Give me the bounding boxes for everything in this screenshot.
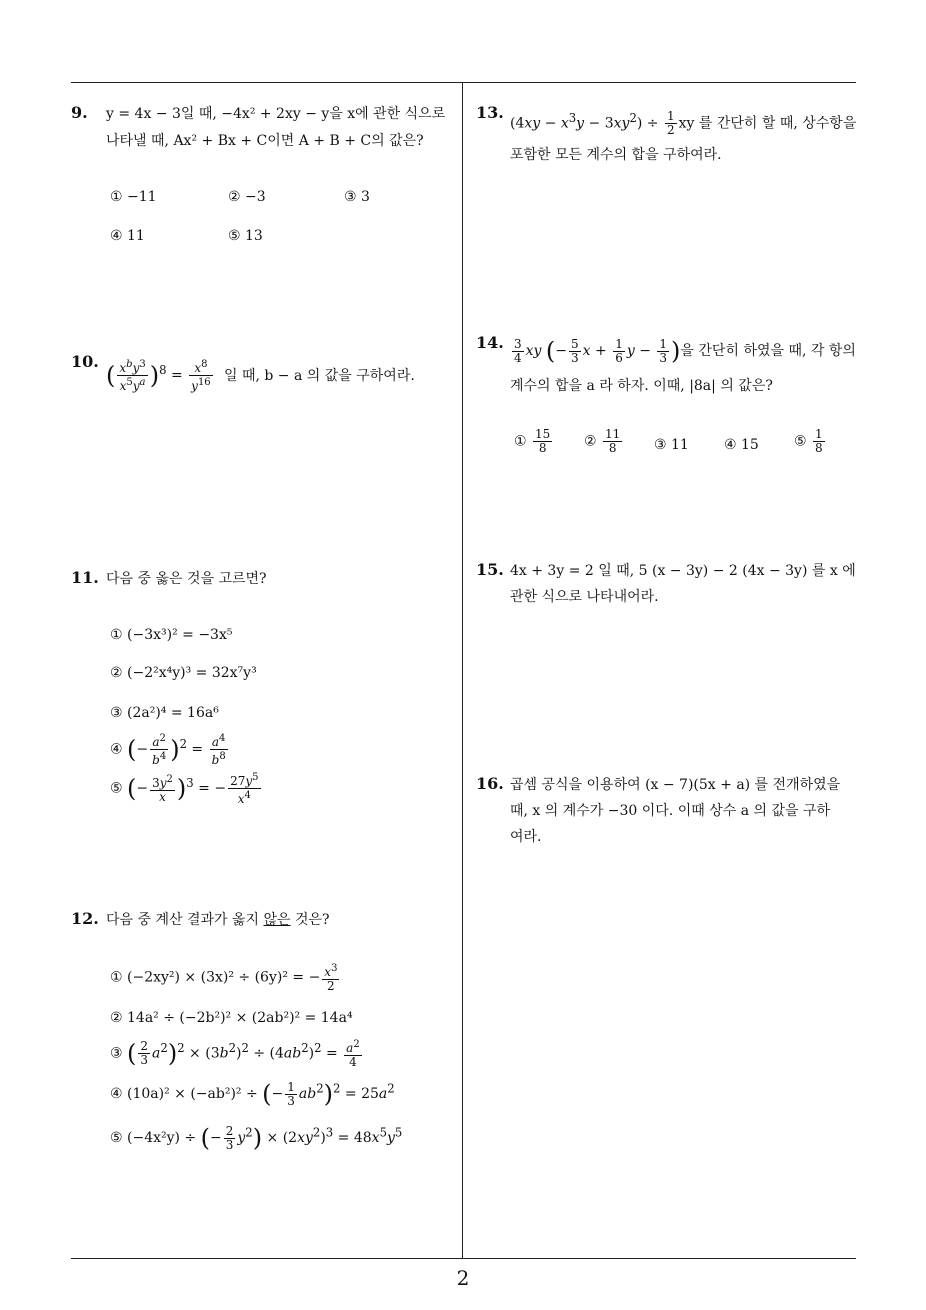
option-1[interactable]: ① $\frac{15}{8}$ <box>514 427 551 455</box>
option-5[interactable]: ⑤ (−4x²y) ÷ (− $\frac{2}{3}$ $y^2) \times (2xy^2)^3 = 48x^5y^5$ <box>110 1123 403 1152</box>
question-text: $(4xy - x^3y - 3xy^2)$ ÷ $\frac{1}{2}$ xy 를 간단히 할 때, 상수항을 <box>510 109 857 138</box>
column-divider <box>462 83 463 1259</box>
option-5[interactable]: ⑤ $\frac{1}{8}$ <box>794 427 823 455</box>
option-3[interactable]: ③ (2a²)⁴ = 16a⁶ <box>110 705 219 721</box>
question-text: 여라. <box>510 829 542 845</box>
question-number: 9. <box>71 103 88 122</box>
question-number: 12. <box>71 909 99 928</box>
question-number: 10. <box>71 352 99 371</box>
question-number: 13. <box>476 103 504 122</box>
question-text: 때, x 의 계수가 −30 이다. 이때 상수 a 의 값을 구하 <box>510 803 831 819</box>
option-4[interactable]: ④ 11 <box>110 228 145 244</box>
page-number: 2 <box>456 1266 470 1290</box>
question-number: 14. <box>476 333 504 352</box>
question-text: 포함한 모든 계수의 합을 구하여라. <box>510 147 722 163</box>
option-3[interactable]: ③ ( $\frac{2}{3}$ $a^2)^2 \times (3b^2)^2 \div (4ab^2)^2$ = $\frac{a^2}{4}$ <box>110 1039 360 1069</box>
option-2[interactable]: ② 14a² ÷ (−2b²)² × (2ab²)² = 14a⁴ <box>110 1010 353 1026</box>
bottom-rule <box>71 1258 856 1259</box>
option-1[interactable]: ① (−2xy²) × (3x)² ÷ (6y)² = − $\frac{x^3}{2}$ <box>110 963 338 993</box>
question-text: 다음 중 옳은 것을 고르면? <box>106 571 267 587</box>
question-text: 4x + 3y = 2 일 때, 5 (x − 3y) − 2 (4x − 3y) 를 x 에 <box>510 563 856 579</box>
question-text: 계수의 합을 a 라 하자. 이때, |8a| 의 값은? <box>510 378 773 394</box>
question-text: 관한 식으로 나타내어라. <box>510 589 659 605</box>
option-1[interactable]: ① −11 <box>110 189 157 205</box>
question-number: 15. <box>476 560 504 579</box>
option-3[interactable]: ③ 11 <box>654 437 689 453</box>
question-text: 일 때, b − a 의 값을 구하여라. <box>224 368 415 384</box>
option-4[interactable]: ④ (− $\frac{a^2}{b^4}$ )$^2$ = $\frac{a^4}{b^8}$ <box>110 733 226 767</box>
option-2[interactable]: ② $\frac{11}{8}$ <box>584 427 621 455</box>
question-text: y = 4x − 3일 때, −4x² + 2xy − y을 x에 관한 식으로 <box>106 106 446 122</box>
top-rule <box>71 82 856 83</box>
question-text: $\frac{3}{4}$ xy (− $\frac{5}{3}$ x + $\frac{1}{6}$ y − $\frac{1}{3}$ )을 간단히 하였을 때, 각 항의 <box>514 336 856 365</box>
option-5[interactable]: ⑤ (− $\frac{3y^2}{x}$ )$^3$ = − $\frac{27y^5}{x^4}$ <box>110 772 259 806</box>
option-5[interactable]: ⑤ 13 <box>228 228 263 244</box>
question-text: 나타낼 때, Ax² + Bx + C이면 A + B + C의 값은? <box>106 133 424 149</box>
option-2[interactable]: ② −3 <box>228 189 266 205</box>
question-number: 16. <box>476 774 504 793</box>
question-expression: ( $\frac{x^by^3}{x^5y^a}$ )$^8$ = $\frac{x^8}{y^{16}}$ <box>106 359 211 394</box>
question-text: 곱셈 공식을 이용하여 (x − 7)(5x + a) 를 전개하였을 <box>510 777 841 793</box>
option-2[interactable]: ② (−2²x⁴y)³ = 32x⁷y³ <box>110 665 257 681</box>
question-number: 11. <box>71 568 99 587</box>
option-1[interactable]: ① (−3x³)² = −3x⁵ <box>110 627 233 643</box>
option-4[interactable]: ④ 15 <box>724 437 759 453</box>
option-4[interactable]: ④ (10a)² × (−ab²)² ÷ (− $\frac{1}{3}$ $ab^2)^2 = 25a^2$ <box>110 1079 395 1108</box>
question-text: 다음 중 계산 결과가 옳지 않은 것은? <box>106 912 330 928</box>
option-3[interactable]: ③ 3 <box>344 189 370 205</box>
